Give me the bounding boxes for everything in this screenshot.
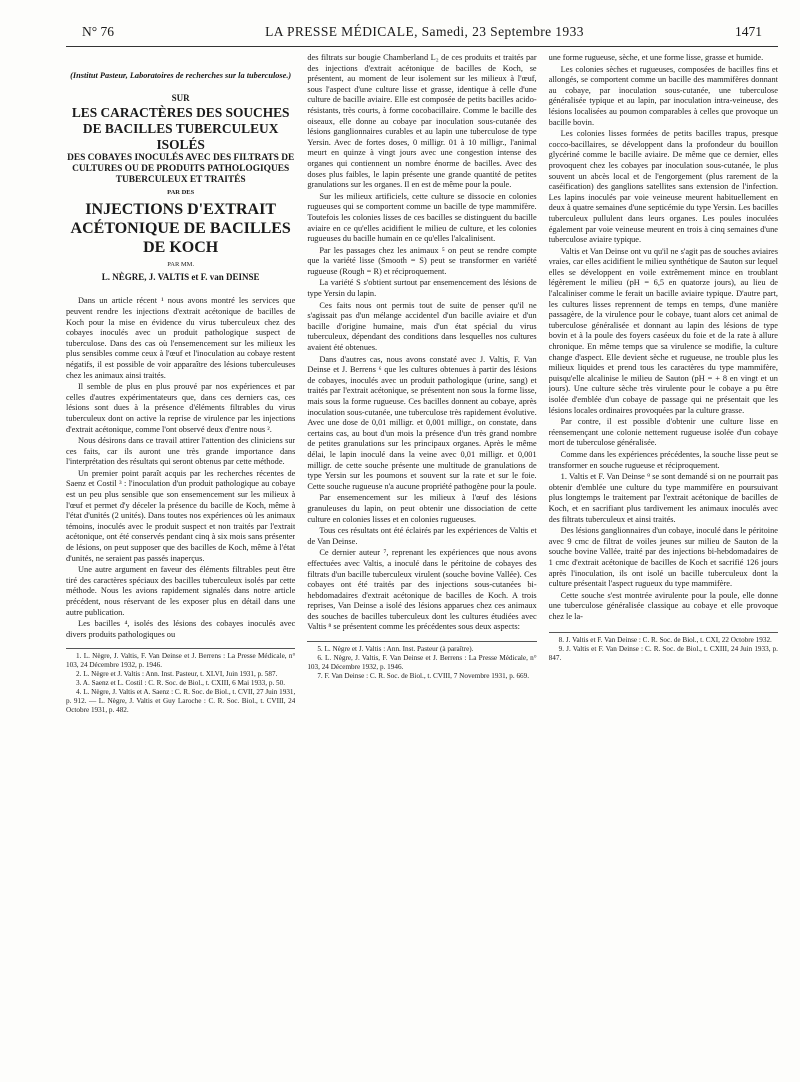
column-2 (307, 53, 536, 715)
paragraph: des filtrats sur bougie Chamberland L₂ de ces produits et traités par des injections d'extrait acétonique de bacilles de Koch, se présentent, au moment de leur isolement sur les milieux à l'œuf, sous l'aspect d'une culture lisse et grasse, identique à celle d'une culture de bacille aviaire. Elle est composée de petits bacilles acido-résistants, très courts, à forme cocobacillaire. Comme le bacille des oiseaux, elle donne au cobaye par inoculation sous-cutanée des lésions ganglionnaires curables et au lapin une tuberculose de type Yersin. Avec de fortes doses, 0 milligr. 01 à 10 milligr., l'animal meurt en quinze à vingt jours avec une congestion intense des organes qui contiennent un nombre énorme de bacilles. Avec des doses plus faibles, le lapin présente une grande quantité de petites granulations sur les organes. Il en est de même pour la poule. (307, 53, 537, 190)
footnotes (307, 641, 536, 681)
columns (66, 53, 778, 715)
footnote: 3. A. Saenz et L. Costil : C. R. Soc. de Biol., t. CXIII, 6 Mai 1933, p. 50. (76, 679, 286, 688)
header-rule (66, 46, 778, 47)
paragraph: Nous désirons dans ce travail attirer l'attention des cliniciens sur ces faits, car ils auront une très grande importance dans l'interprétation des résultats qui seront obtenus par cette méthode. (66, 436, 296, 467)
body-text (549, 53, 778, 622)
footnote: 9. J. Valtis et F. Van Deinse : C. R. Soc. de Biol., t. CXIII, 24 Juin 1933, p. 847. (548, 645, 778, 663)
institution: (Institut Pasteur, Laboratoires de recherches sur la tuberculose.) (70, 71, 292, 80)
footnotes (549, 632, 778, 663)
column-3 (549, 53, 778, 715)
journal-title: LA PRESSE MÉDICALE, Samedi, 23 Septembre 1933 (265, 24, 584, 39)
paragraph: La variété S s'obtient surtout par ensemencement des lésions de type Yersin du lapin. (307, 278, 537, 299)
paragraph: Des lésions ganglionnaires d'un cobaye, inoculé dans le péritoine avec 9 cmc de filtrat de voiles jeunes sur milieu de Sauton de la souche bovine Vallée, traité par des injections bi-hebdomadaires de 1 cmc d'extrait acétonique de bacilles de Koch et sacrifié 126 jours après l'inoculation, ils ont isolé un bacille tuberculeux dont la culture présentait l'aspect rugueux du type mammifère. (548, 526, 778, 589)
authors: L. NÈGRE, J. VALTIS et F. van DEINSE (101, 271, 260, 282)
title-injections: INJECTIONS D'EXTRAIT ACÉTONIQUE DE BACILLES DE KOCH (70, 201, 291, 257)
title-sub: DES COBAYES INOCULÉS AVEC DES FILTRATS DE CULTURES OU DE PRODUITS PATHOLOGIQUES TUBERCULEUX ET TRAITÉS (67, 152, 295, 185)
footnote: 6. L. Nègre, J. Valtis, F. Van Deinse et J. Berrens : La Presse Médicale, n° 103, 24 Décembre 1932, p. 1946. (307, 654, 537, 672)
paragraph: Les colonies sèches et rugueuses, composées de bacilles fins et allongés, se comportent comme un bacille des mammifères donnant au cobaye, par inoculation sous-cutanée, une tuberculose généralisée typique et au lapin, par inoculation intra-veineuse, des lésions localisées au poumon comparables à celles que provoque un bacille bovin. (548, 64, 778, 127)
body-text (66, 296, 295, 640)
paragraph: une forme rugueuse, sèche, et une forme lisse, grasse et humide. (548, 53, 764, 62)
issue-number: N° 76 (82, 24, 115, 39)
paragraph: Les colonies lisses formées de petits bacilles trapus, presque cocco-bacillaires, se développent dans la profondeur du bouillon glycériné comme le bacille aviaire. De même que ce dernier, elles provoquent chez les cobayes par inoculation sous-cutanée, le plus souvent un abcès local et de l'engorgement (plus rarement de la caséification) des ganglions satellites sans extension de l'infection. Les lapins inoculés par voie veineuse meurent habituellement en deux à quatre semaines d'une septicémie du type Yersin. Les bacilles tuberculeux pullulent dans leurs organes. Les poules inoculées également par voie veineuse meurent en trois à cinq semaines d'une tuberculose aviaire typique. (548, 129, 778, 245)
title-main: LES CARACTÈRES DES SOUCHES DE BACILLES TUBERCULEUX ISOLÉS (71, 104, 290, 152)
paragraph: Tous ces résultats ont été éclairés par les expériences de Valtis et de Van Deinse. (307, 526, 537, 546)
paragraph: Un premier point paraît acquis par les recherches récentes de Saenz et Costil ³ : l'inoculation d'un produit pathologique au cobaye est un peu plus sensible que son ensemencement sur les milieux à l'œuf et permet d'y déceler la présence du bacille de Koch, même à l'état d'unités (2 unités). Dans toutes nos expériences où les animaux témoins, inoculés avec le produit suspect et non traités par l'extrait acétonique, ont été conservés pendant cinq à six mois sans présenter de lésions, on peut supposer que des bacilles de Koch, même à l'état d'unités, ne seraient pas passés inaperçus. (66, 468, 296, 563)
paragraph: Les bacilles ⁴, isolés des lésions des cobayes inoculés avec divers produits pathologiques ou (66, 619, 296, 639)
footnote: 5. L. Nègre et J. Valtis : Ann. Inst. Pasteur (à paraître). (317, 645, 474, 654)
footnote: 1. L. Nègre, J. Valtis, F. Van Deinse et J. Berrens : La Presse Médicale, n° 103, 24 Décembre 1932, p. 1946. (66, 652, 296, 670)
footnote: 8. J. Valtis et F. Van Deinse : C. R. Soc. de Biol., t. CXI, 22 Octobre 1932. (558, 636, 772, 645)
title-par: PAR DES (167, 188, 195, 196)
paragraph: Ces faits nous ont permis tout de suite de penser qu'il ne s'agissait pas d'un mélange accidentel d'un bacille aviaire et d'un bacille d'origine humaine, mais d'un état spécial du virus tuberculeux, dépendant des conditions dans lesquelles nos cultures avaient été obtenues. (307, 300, 537, 353)
paragraph: Dans un article récent ¹ nous avons montré les services que peuvent rendre les injections d'extrait acétonique de bacilles de Koch pour la mise en évidence du virus tuberculeux chez des cobayes inoculés avec un produit pathologique suspect de tuberculose. Dans des cas où l'ensemencement sur les milieux les plus sensibles comme ceux à l'œuf et l'inoculation au cobaye restent négatifs, il est possible de voir apparaître des lésions tuberculeuses chez les animaux ainsi traités. (66, 296, 296, 380)
title-sur: SUR (171, 93, 190, 103)
footnotes (66, 648, 295, 715)
running-head (66, 24, 778, 42)
paragraph: Cette souche s'est montrée avirulente pour la poule, elle donne une tuberculose généralisée classique au cobaye et elle provoque chez le la- (548, 590, 778, 621)
paragraph: Sur les milieux artificiels, cette culture se dissocie en colonies rugueuses qui se comportent comme un bacille de type mammifère. Toutefois les colonies lisses de ces bacilles se distinguent du bacille aviaire en ce qu'elles acidifient le milieu de culture, et les colonies rugueuses du bacille humain en ce qu'elles l'alcalinisent. (307, 191, 537, 244)
footnote: 7. F. Van Deinse : C. R. Soc. de Biol., t. CVIII, 7 Novembre 1931, p. 669. (317, 672, 530, 681)
paragraph: Par ensemencement sur les milieux à l'œuf des lésions granuleuses du lapin, on peut obtenir une dissociation de cette culture en colonies lisses et en colonies rugueuses. (307, 493, 537, 524)
paragraph: 1. Valtis et F. Van Deinse ⁹ se sont demandé si on ne pourrait pas obtenir d'emblée une culture du type mammifère en poursuivant plus longtemps le traitement par l'extrait acétonique de bacilles de Koch, et en sacrifiant plus tardivement les animaux inoculés avec des filtrats tuberculeux et ainsi traités. (548, 472, 778, 524)
column-1 (66, 53, 295, 715)
byline: PAR MM. (167, 261, 195, 269)
paragraph: Une autre argument en faveur des éléments filtrables peut être tiré des caractères spéciaux des bacilles tuberculeux isolés par cette méthode. Nous les avions rapidement signalés dans notre article précédent, nous réservant de les exposer plus en détail dans une autre publication. (66, 565, 296, 617)
paragraph: Ce dernier auteur ⁷, reprenant les expériences que nous avons effectuées avec Valtis, a inoculé dans le péritoine de cobayes des filtrats d'un bacille tuberculeux virulent (souche bovine Vallée). Ces cobayes ont été traités par des injections sous-cutanées bi-hebdomadaires d'extrait acétonique de bacilles de Koch. A trois reprises, Van Deinse a isolé des lésions apparues chez ces animaux des souches de bacilles tuberculeux dont les cultures étudiées avec Valtis ⁸ se présentent comme les précédentes sous deux aspects: (307, 548, 537, 632)
paragraph: Valtis et Van Deinse ont vu qu'il ne s'agit pas de souches aviaires vraies, car elles acidifient le milieu synthétique de Sauton sur lequel elles se développent en voile extrêmement mince en troublant légèrement le milieu (pH = 6,5 en quatorze jours), au lieu de l'alcaliniser comme le ferait un bacille aviaire typique. D'autre part, les cultures lisses reprennent de temps en temps, d'une manière passagère, de la virulence pour le cobaye, tuant alors cet animal de tuberculose généralisée et donnant au lapin des lésions de type bovin et à la poule des foyers caséeux du foie et de la rate à allure chronique. En même temps que sa virulence se modifie, la culture change d'aspect. Elle devient sèche et rugueuse, ne trouble plus les milieux liquides et prend tous les caractères du type mammifère, puisqu'elle alcalinise le milieu de Sauton (pH = + 8 en vingt et un jours). Une culture sèche très virulente pour le cobaye a pu être isolée d'emblée d'un cobaye de passage qui ne présentait que les lésions locales ordinaires provoquées par la culture grasse. (548, 246, 778, 415)
paragraph: Dans d'autres cas, nous avons constaté avec J. Valtis, F. Van Deinse et J. Berrens ⁶ que les cultures obtenues à partir des lésions de cobayes, inoculés avec un produit pathologique (urine, sang) et traités par l'extrait acétonique, se présentent non sous la forme lisse, mais sous la forme rugueuse. Ces bacilles donnent au cobaye, après inoculation sous-cutanée, une tuberculose très rapidement évolutive. Avec une dose de 0,01 milligr. et 0,001 milligr., on constate, dans certains cas, au bout d'un mois la présence d'un très grand nombre de petites granulations sur les principaux organes. Après le même délai, le lapin inoculé dans la veine avec 0,01 milligr. et 0,001 milligr. de cette souche présente une multitude de granulations de type Yersin sur les poumons et souvent sur la rate et sur le foie. Cette souche rugueuse n'a aucune propriété pathogène pour la poule. (307, 354, 537, 491)
paragraph: Par les passages chez les animaux ⁵ on peut se rendre compte que la variété lisse (Smooth = S) peut se transformer en variété rugueuse (Rough = R) et réciproquement. (307, 245, 537, 276)
footnote: 2. L. Nègre et J. Valtis : Ann. Inst. Pasteur, t. XLVI, Juin 1931, p. 587. (76, 670, 278, 679)
paragraph: Comme dans les expériences précédentes, la souche lisse peut se transformer en souche rugueuse et réciproquement. (548, 449, 778, 470)
page-number: 1471 (735, 24, 762, 39)
paragraph: Par contre, il est possible d'obtenir une culture lisse en réensemençant une colonie nettement rugueuse isolée d'un cobaye mort de tuberculose généralisée. (548, 417, 778, 448)
paragraph: Il semble de plus en plus prouvé par nos expériences et par celles d'autres expérimentateurs que, dans ces derniers cas, ces lésions sont dues à la présence d'éléments filtrables du virus tuberculeux dont on active la reprise de virulence par les injections d'extrait acétonique, comme l'ont observé deux d'entre nous ². (66, 382, 296, 434)
footnote: 4. L. Nègre, J. Valtis et A. Saenz : C. R. Soc. de Biol., t. CVII, 27 Juin 1931, p. 912. — L. Nègre, J. Valtis et Guy Laroche : C. R. Soc. Biol., t. CVIII, 24 Octobre 1931, p. 482. (66, 688, 296, 715)
body-text (307, 53, 536, 633)
